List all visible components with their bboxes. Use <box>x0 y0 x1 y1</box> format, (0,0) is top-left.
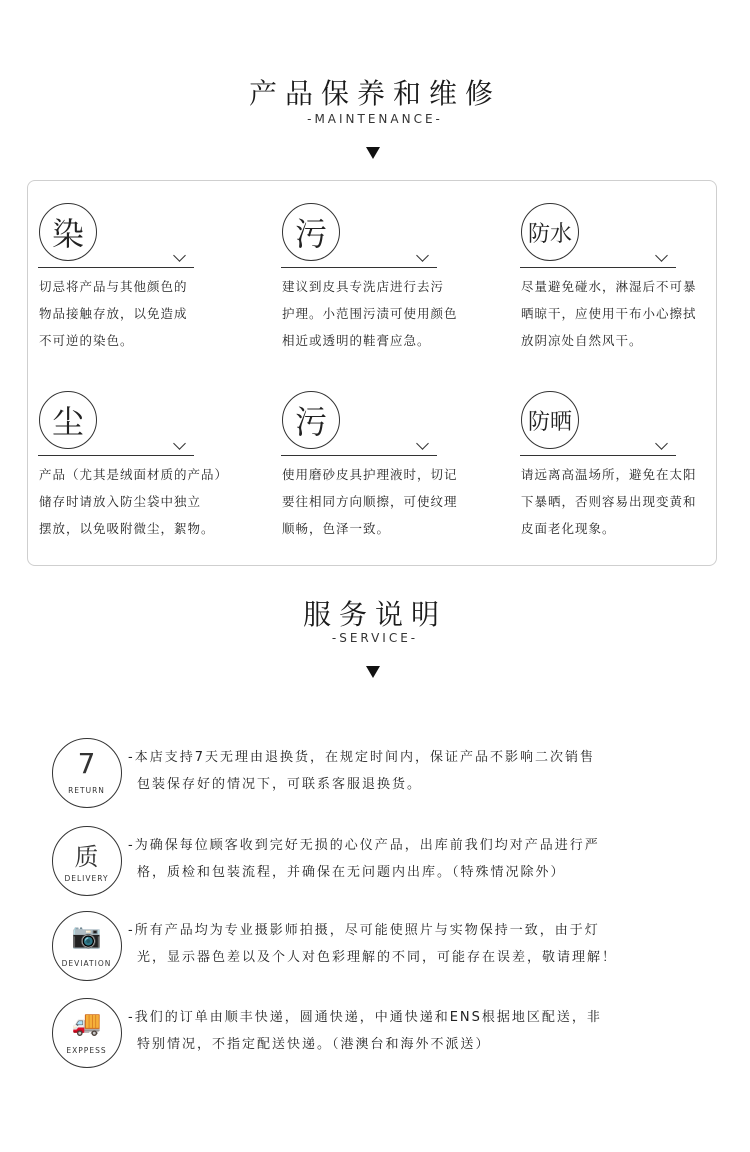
care-panel <box>27 180 717 566</box>
maintenance-title: 产品保养和维修 <box>248 77 501 110</box>
divider <box>281 267 437 268</box>
care-item-stain <box>271 181 481 351</box>
arrow-down-icon <box>366 147 380 159</box>
chevron-down-icon <box>173 437 186 450</box>
chevron-down-icon <box>416 437 429 450</box>
service-item-delivery <box>52 826 722 898</box>
care-text: 产品（尤其是绒面材质的产品） 储存时请放入防尘袋中独立 摆放，以免吸附微尘，絮物。 <box>39 467 229 536</box>
care-item-sun <box>510 369 720 539</box>
service-line-1: -我们的订单由顺丰快递，圆通快递，中通快递和ENS根据地区配送，非 <box>128 1010 602 1025</box>
care-text: 切忌将产品与其他颜色的 物品接触存放，以免造成 不可逆的染色。 <box>39 279 188 348</box>
care-item-dye <box>28 181 238 351</box>
service-item-return <box>52 738 722 810</box>
service-title: 服务说明 <box>302 598 447 631</box>
divider <box>520 267 676 268</box>
service-line-2: 光，显示器色差以及个人对色彩理解的不同，可能存在误差，敬请理解！ <box>137 950 618 965</box>
care-item-stain-2 <box>271 369 481 539</box>
badge-label: DELIVERY <box>64 874 109 883</box>
service-text <box>128 744 728 798</box>
express-badge <box>52 998 122 1068</box>
care-item-dust <box>28 369 238 539</box>
badge-label: DEVIATION <box>61 959 112 968</box>
service-text <box>128 832 728 886</box>
chevron-down-icon <box>655 249 668 262</box>
service-item-express <box>52 998 722 1070</box>
camera-icon: 📷 <box>71 922 102 950</box>
chevron-down-icon <box>655 437 668 450</box>
badge-label: EXPPESS <box>66 1046 107 1055</box>
dye-badge-icon: 染 <box>39 203 97 261</box>
truck-icon: 🚚 <box>71 1009 102 1037</box>
divider <box>281 455 437 456</box>
service-subtitle: -SERVICE- <box>331 631 419 645</box>
care-text: 使用磨砂皮具护理液时，切记 要往相同方向顺擦，可使纹理 顺畅，色泽一致。 <box>282 467 458 536</box>
stain-badge-icon: 污 <box>282 391 340 449</box>
chevron-down-icon <box>416 249 429 262</box>
service-item-deviation <box>52 911 722 983</box>
service-line-1: -本店支持7天无理由退换货，在规定时间内，保证产品不影响二次销售 <box>128 750 595 765</box>
care-text: 建议到皮具专洗店进行去污 护理。小范围污渍可使用颜色 相近或透明的鞋膏应急。 <box>282 279 458 348</box>
seven-day-icon: 7 <box>77 747 96 780</box>
service-line-1: -所有产品均为专业摄影师拍摄，尽可能使照片与实物保持一致，由于灯 <box>128 923 600 938</box>
arrow-down-icon <box>366 666 380 678</box>
return-badge <box>52 738 122 808</box>
waterproof-badge-icon: 防水 <box>521 203 579 261</box>
quality-icon: 质 <box>74 843 99 871</box>
service-text <box>128 1004 728 1058</box>
care-text: 请远离高温场所，避免在太阳 下暴晒，否则容易出现变黄和 皮面老化现象。 <box>521 467 697 536</box>
stain-badge-icon: 污 <box>282 203 340 261</box>
service-line-1: -为确保每位顾客收到完好无损的心仪产品，出库前我们均对产品进行严 <box>128 838 600 853</box>
dust-badge-icon: 尘 <box>39 391 97 449</box>
care-text: 尽量避免碰水，淋湿后不可暴 晒晾干，应使用干布小心擦拭 放阴凉处自然风干。 <box>521 279 697 348</box>
divider <box>520 455 676 456</box>
service-line-2: 格，质检和包装流程，并确保在无问题内出库。（特殊情况除外） <box>137 865 566 880</box>
delivery-badge <box>52 826 122 896</box>
chevron-down-icon <box>173 249 186 262</box>
service-line-2: 包装保存好的情况下，可联系客服退换货。 <box>137 777 423 792</box>
divider <box>38 455 194 456</box>
service-line-2: 特别情况，不指定配送快递。（港澳台和海外不派送） <box>137 1037 491 1052</box>
service-text <box>128 917 728 971</box>
maintenance-subtitle: -MAINTENANCE- <box>307 112 443 126</box>
deviation-badge <box>52 911 122 981</box>
sun-protection-badge-icon: 防晒 <box>521 391 579 449</box>
care-item-waterproof <box>510 181 720 351</box>
badge-label: RETURN <box>68 786 105 795</box>
divider <box>38 267 194 268</box>
